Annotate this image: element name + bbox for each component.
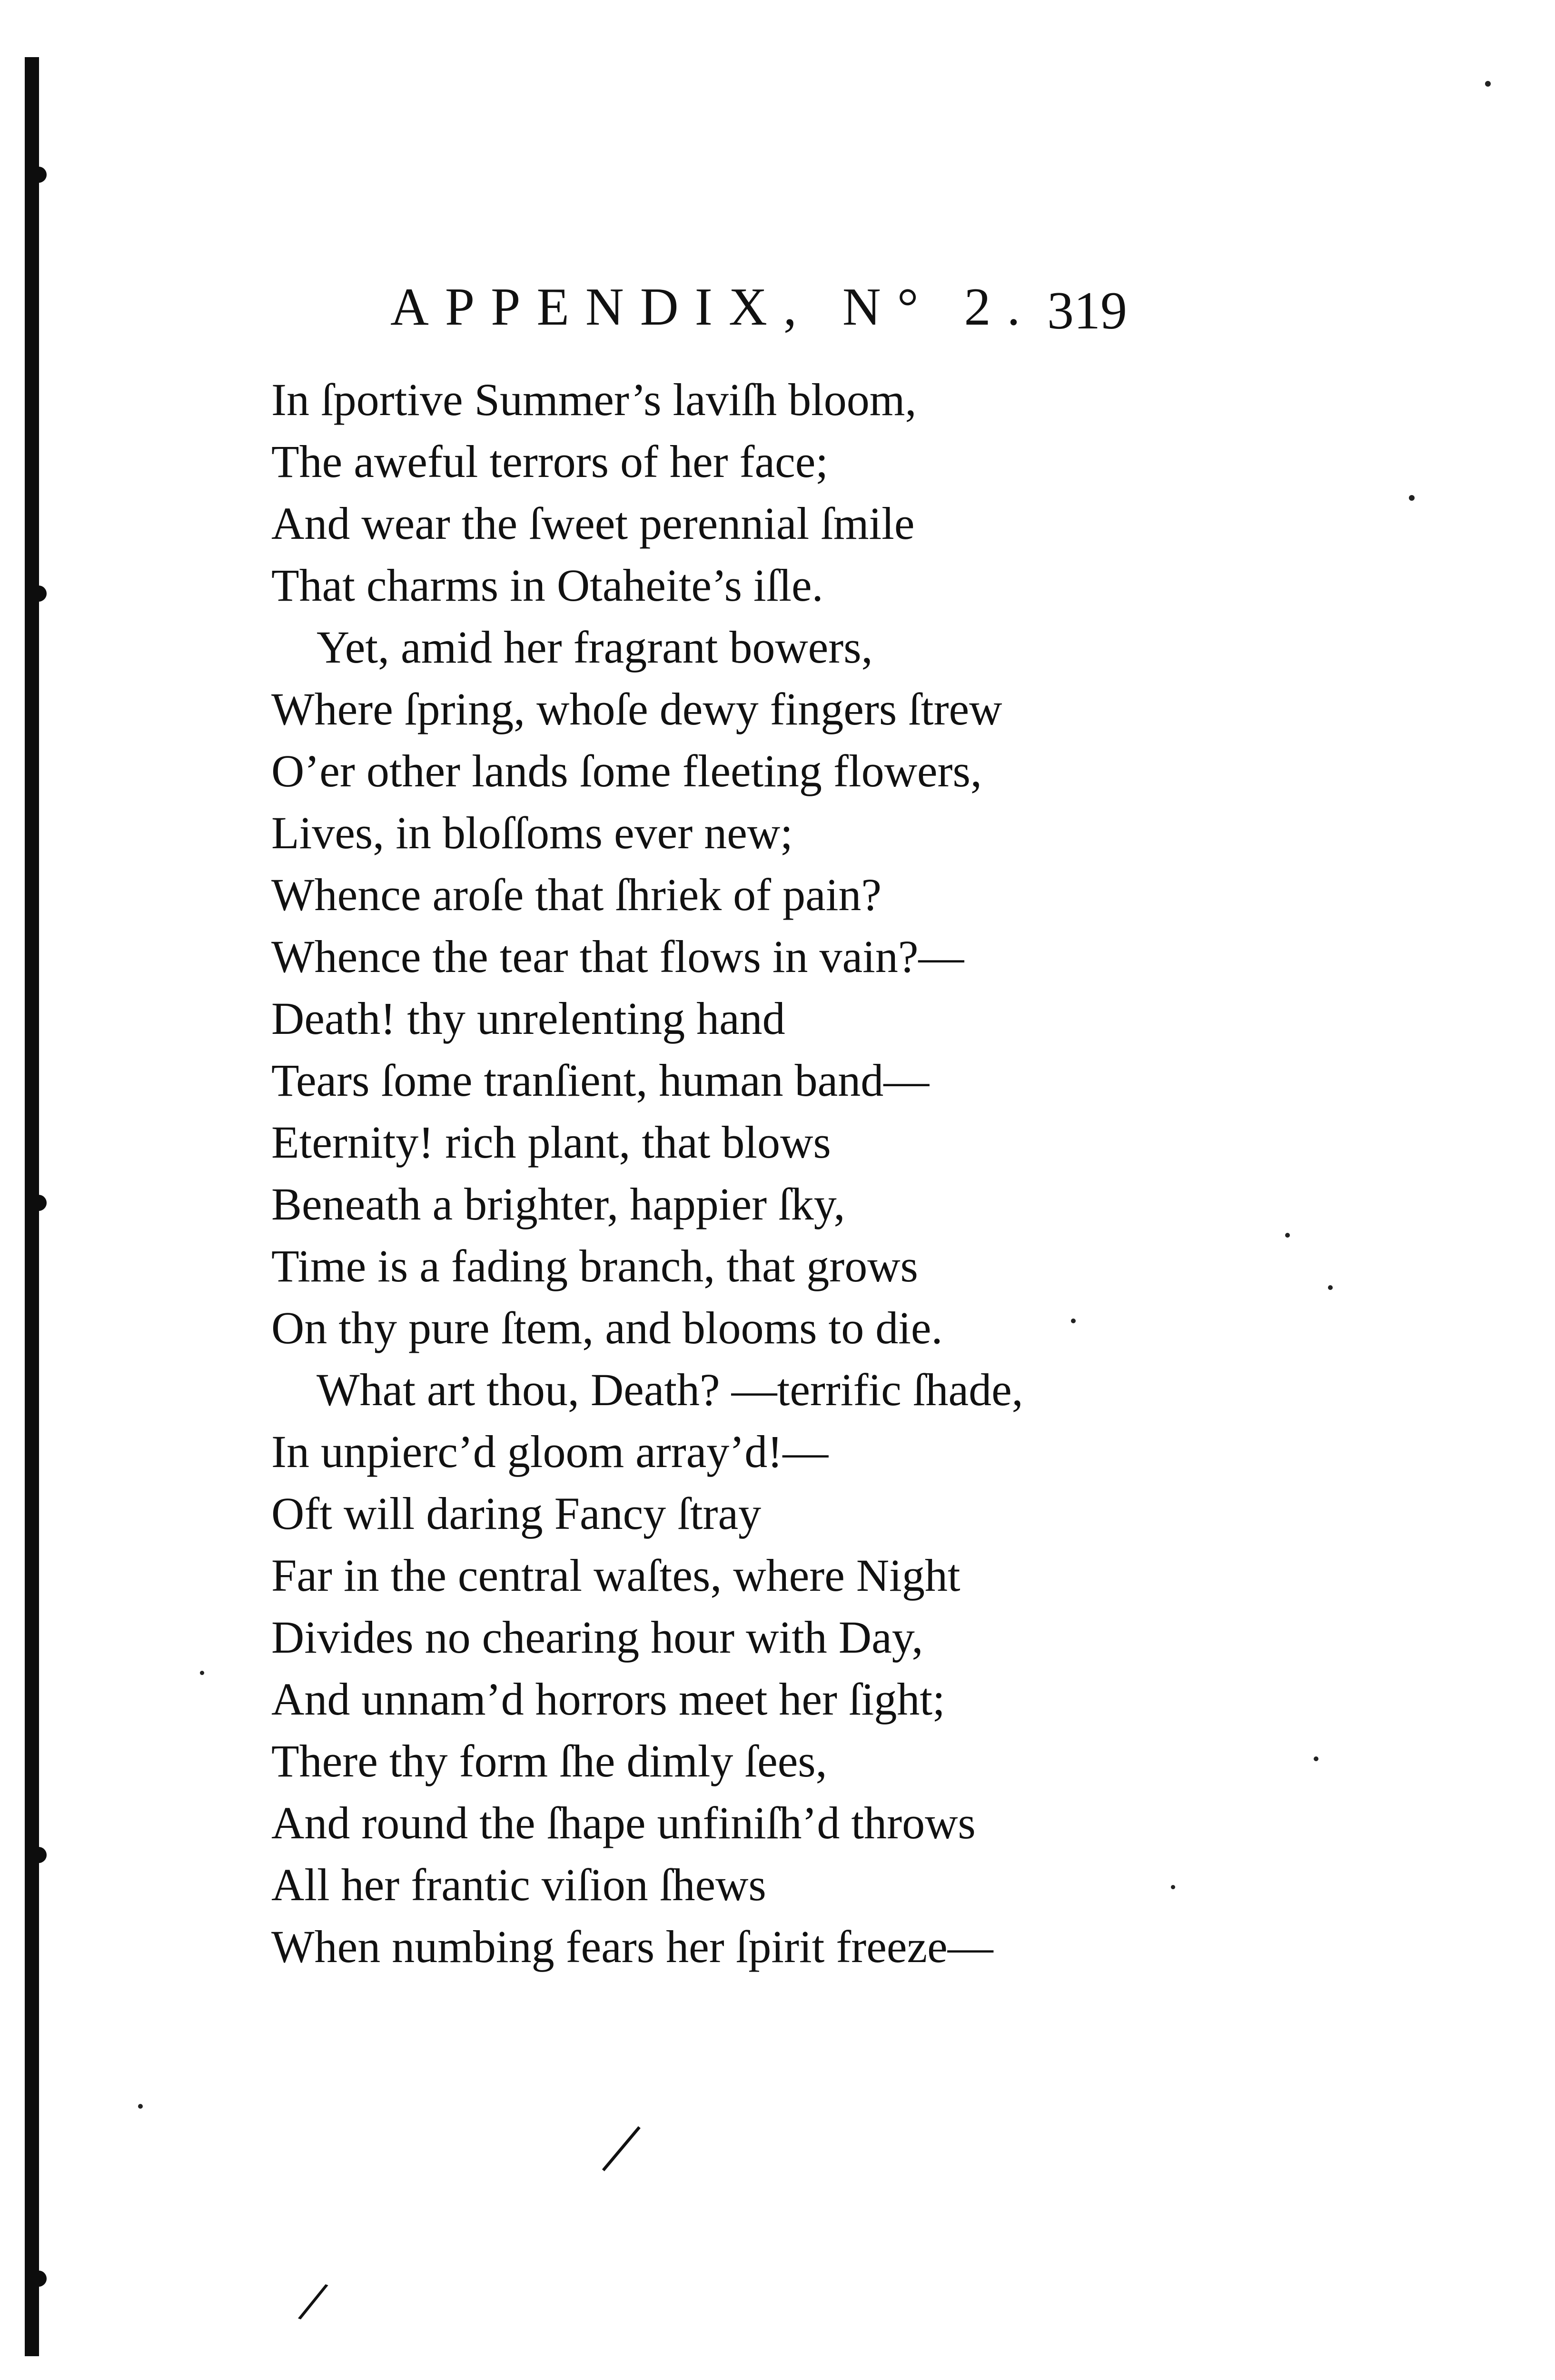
- poem-line: There thy form ſhe dimly ſees,: [271, 1735, 827, 1786]
- poem-line: Death! thy unrelenting hand: [271, 993, 785, 1044]
- speck: [1409, 495, 1415, 501]
- poem-text: [271, 369, 1366, 1978]
- speck: [1071, 1319, 1076, 1323]
- speck: [200, 1671, 204, 1675]
- poem-line: In ſportive Summer’s laviſh bloom,: [271, 374, 917, 425]
- poem-line: The aweful terrors of her face;: [271, 436, 828, 487]
- stray-mark: /: [293, 2266, 333, 2337]
- page-number: 319: [1047, 281, 1127, 340]
- binding-mark: [30, 167, 47, 183]
- binding-mark: [30, 585, 47, 602]
- binding-mark: [30, 2271, 47, 2287]
- poem-line: And wear the ſweet perennial ſmile: [271, 498, 915, 549]
- poem-line: Whence the tear that flows in vain?—: [271, 931, 964, 982]
- poem-line: Eternity! rich plant, that blows: [271, 1117, 831, 1168]
- poem-line: In unpierc’d gloom array’d!—: [271, 1426, 829, 1477]
- poem-line: Lives, in bloſſoms ever new;: [271, 807, 793, 858]
- poem-line: Time is a fading branch, that grows: [271, 1240, 918, 1291]
- poem-line: That charms in Otaheite’s iſle.: [271, 560, 823, 611]
- poem-line: Yet, amid her fragrant bowers,: [317, 622, 873, 673]
- poem-line: Whence aroſe that ſhriek of pain?: [271, 869, 882, 920]
- speck: [138, 2104, 143, 2109]
- poem-line: All her frantic viſion ſhews: [271, 1859, 766, 1910]
- poem-line: And unnam’d horrors meet her ſight;: [271, 1674, 945, 1725]
- running-head: [390, 276, 1152, 338]
- running-head-title: APPENDIX, N° 2.: [390, 278, 1037, 337]
- binding-mark: [30, 1195, 47, 1211]
- poem-line: On thy pure ſtem, and blooms to die.: [271, 1302, 943, 1353]
- poem-line: Oft will daring Fancy ſtray: [271, 1488, 762, 1539]
- poem-line: Far in the central waſtes, where Night: [271, 1550, 961, 1601]
- poem-line: Tears ſome tranſient, human band—: [271, 1055, 930, 1106]
- poem-line: Beneath a brighter, happier ſky,: [271, 1179, 845, 1230]
- speck: [1485, 81, 1491, 87]
- speck: [1328, 1285, 1333, 1290]
- poem-line: What art thou, Death? —terrific ſhade,: [317, 1364, 1023, 1415]
- poem-line: Divides no chearing hour with Day,: [271, 1612, 923, 1663]
- speck: [1314, 1756, 1318, 1761]
- binding-mark: [30, 1847, 47, 1863]
- speck: [1171, 1885, 1175, 1889]
- poem-line: O’er other lands ſome fleeting flowers,: [271, 745, 982, 796]
- poem-line: Where ſpring, whoſe dewy fingers ſtrew: [271, 684, 1002, 734]
- speck: [1285, 1233, 1290, 1238]
- stray-mark: |: [598, 2114, 652, 2175]
- poem-line: When numbing fears her ſpirit freeze—: [271, 1921, 993, 1972]
- poem-line: And round the ſhape unfiniſh’d throws: [271, 1797, 976, 1848]
